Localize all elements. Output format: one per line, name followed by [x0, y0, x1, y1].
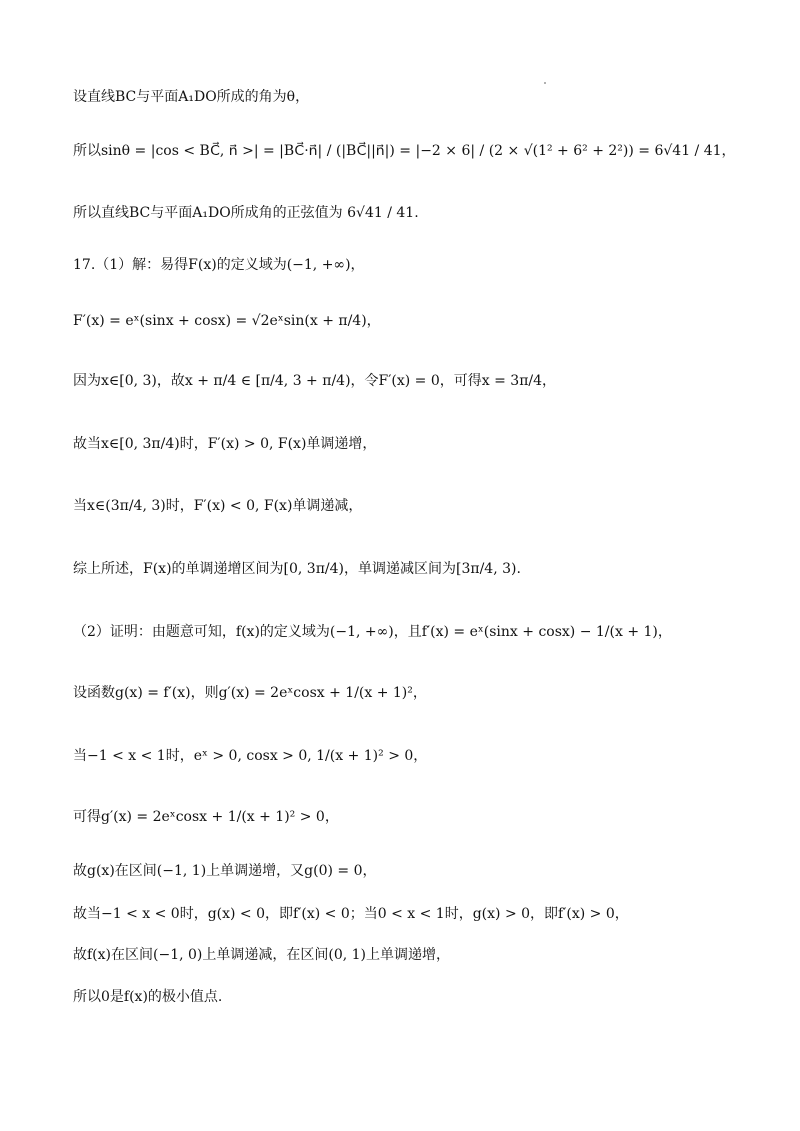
text-line-1: 设直线BC与平面A₁DO所成的角为θ，	[73, 89, 310, 105]
text-line-3: 所以直线BC与平面A₁DO所成角的正弦值为 6√41 / 41.	[73, 205, 419, 221]
text-line-8: 当x∈(3π/4, 3)时，F′(x) < 0, F(x)单调递减，	[73, 498, 363, 514]
text-line-11: 设函数g(x) = f′(x)，则g′(x) = 2eˣcosx + 1/(x + 1)²，	[73, 685, 427, 701]
text-line-4: 17.（1）解：易得F(x)的定义域为(−1, +∞)，	[73, 257, 365, 273]
text-line-5: F′(x) = eˣ(sinx + cosx) = √2eˣsin(x + π/4)，	[73, 313, 381, 329]
stray-dot	[544, 82, 546, 84]
text-line-13: 可得g′(x) = 2eˣcosx + 1/(x + 1)² > 0，	[73, 809, 339, 825]
text-line-12: 当−1 < x < 1时，eˣ > 0, cosx > 0, 1/(x + 1)² > 0，	[73, 748, 428, 764]
text-line-17: 所以0是f(x)的极小值点.	[73, 989, 223, 1005]
text-line-16: 故f(x)在区间(−1, 0)上单调递减，在区间(0, 1)上单调递增，	[73, 947, 451, 963]
text-line-15: 故当−1 < x < 0时，g(x) < 0，即f′(x) < 0；当0 < x < 1时，g(x) > 0，即f′(x) > 0，	[73, 906, 629, 922]
text-line-6: 因为x∈[0, 3)，故x + π/4 ∈ [π/4, 3 + π/4)，令F′(x) = 0，可得x = 3π/4，	[73, 373, 557, 389]
text-line-10: （2）证明：由题意可知，f(x)的定义域为(−1, +∞)，且f′(x) = eˣ(sinx + cosx) − 1/(x + 1)，	[73, 624, 672, 640]
text-line-9: 综上所述，F(x)的单调递增区间为[0, 3π/4)，单调递减区间为[3π/4, 3).	[73, 561, 521, 577]
text-line-2: 所以sinθ = |cos < BC⃗, n⃗ >| = |BC⃗·n⃗| / (|BC⃗||n⃗|) = |−2 × 6| / (2 × √(1² + 6² + 2²)) = 6√41 / 41，	[73, 143, 736, 159]
text-line-14: 故g(x)在区间(−1, 1)上单调递增，又g(0) = 0，	[73, 863, 377, 879]
text-line-7: 故当x∈[0, 3π/4)时，F′(x) > 0, F(x)单调递增，	[73, 436, 377, 452]
